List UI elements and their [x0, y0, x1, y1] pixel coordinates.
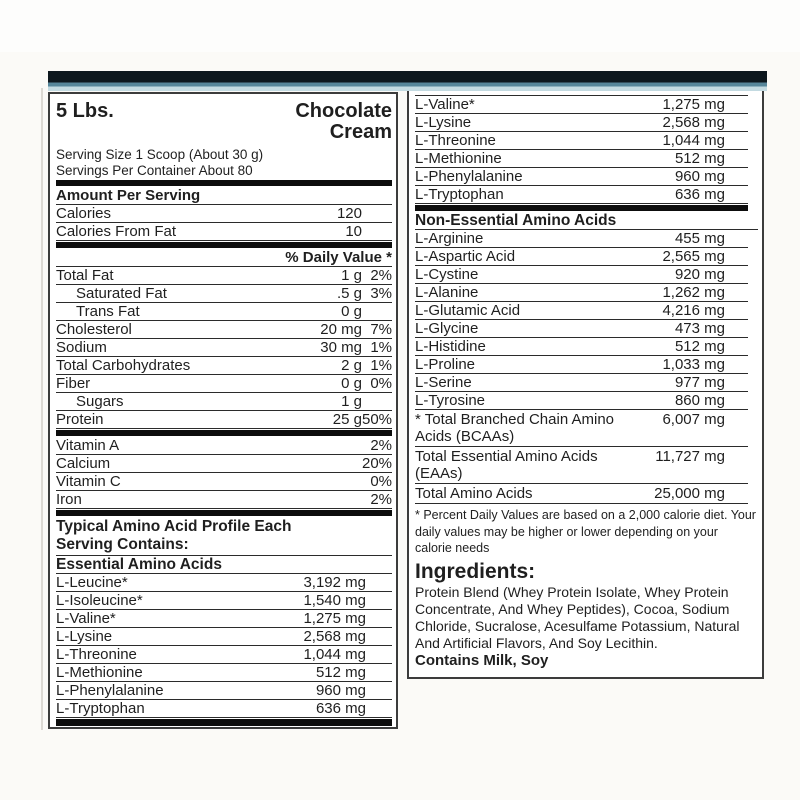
amino-acid-row — [56, 574, 392, 592]
non-essential-amino-acids-heading: Non-Essential Amino Acids — [415, 212, 758, 230]
amino-total-amount: 6,007 mg — [662, 411, 725, 428]
nutrient-daily-value: 7% — [370, 321, 392, 338]
amino-acid-name: L-Aspartic Acid — [415, 249, 516, 264]
nutrient-amount: 25 g — [332, 411, 362, 428]
nutrient-amount: 0 g — [341, 375, 362, 392]
essential-amino-acids-heading: Essential Amino Acids — [56, 556, 392, 574]
vitamin-daily-value: 2% — [370, 491, 392, 508]
daily-value-footnote: * Percent Daily Values are based on a 2,000 calorie diet. Your daily values may be higher or lower depending on your calorie needs — [415, 508, 756, 555]
amino-acid-name: L-Methionine — [56, 665, 143, 680]
vitamin-rows — [56, 437, 392, 509]
amino-total-amount: 11,727 mg — [655, 448, 725, 465]
vitamin-daily-value: 2% — [370, 437, 392, 454]
nutrient-row — [56, 321, 392, 339]
amino-acid-row — [56, 628, 392, 646]
nutrient-rows — [56, 267, 392, 429]
nutrient-name: Cholesterol — [56, 322, 132, 337]
amino-acid-name: L-Methionine — [415, 151, 502, 166]
nutrient-amount: 20 mg — [320, 321, 362, 338]
nutrient-daily-value: 0% — [370, 375, 392, 392]
amino-acid-row — [56, 700, 392, 718]
calorie-label: Calories From Fat — [56, 224, 177, 239]
nutrient-amount: 1 g — [341, 267, 362, 284]
amino-acid-amount: 473 mg — [674, 320, 725, 337]
calorie-value: 10 — [345, 223, 362, 240]
amino-acid-row — [56, 646, 392, 664]
amino-ingredients-panel — [407, 86, 764, 679]
amino-acid-name: L-Serine — [415, 375, 472, 390]
nutrient-row — [56, 357, 392, 375]
amino-acid-name: L-Valine* — [56, 611, 116, 626]
amino-total-rows — [415, 410, 748, 504]
amino-acid-amount: 1,262 mg — [662, 284, 725, 301]
amino-acid-amount: 1,540 mg — [303, 592, 366, 609]
amino-acid-amount: 2,568 mg — [662, 114, 725, 131]
amino-acid-row — [415, 356, 748, 374]
nutrient-row — [56, 339, 392, 357]
amino-acid-name: L-Valine* — [415, 97, 475, 112]
amino-total-row — [415, 484, 748, 504]
amino-acid-name: L-Alanine — [415, 285, 479, 300]
amino-total-label: Total Essential Amino Acids (EAAs) — [415, 448, 598, 482]
amino-acid-amount: 960 mg — [315, 682, 366, 699]
amino-acid-amount: 4,216 mg — [662, 302, 725, 319]
amino-acid-amount: 1,033 mg — [662, 356, 725, 373]
nutrient-name: Trans Fat — [76, 304, 140, 319]
amino-acid-row — [415, 114, 748, 132]
amino-total-label: Total Amino Acids — [415, 485, 533, 502]
nutrient-amount: 0 g — [341, 303, 362, 320]
page-top-strip — [0, 0, 800, 52]
serving-size-text: Serving Size 1 Scoop (About 30 g) — [56, 147, 264, 162]
amino-acid-row — [415, 374, 748, 392]
amino-acid-amount: 960 mg — [674, 168, 725, 185]
label-top-bar — [48, 71, 767, 91]
product-size: 5 Lbs. — [56, 100, 114, 122]
amino-acid-row — [415, 150, 748, 168]
amino-acid-name: L-Phenylalanine — [415, 169, 523, 184]
calorie-row — [56, 205, 392, 223]
vitamin-name: Vitamin C — [56, 474, 121, 489]
nutrient-row — [56, 267, 392, 285]
ingredients-text: Protein Blend (Whey Protein Isolate, Whey Protein Concentrate, And Whey Peptides), Cocoa, Sodium Chloride, Sucralose, Acesulfame Potassium, Natural And Artificial Flavors, And Soy Lecithin. — [415, 583, 740, 652]
amino-acid-row — [56, 664, 392, 682]
amino-acid-row — [56, 682, 392, 700]
amino-acid-name: L-Tyrosine — [415, 393, 486, 408]
nutrient-daily-value: 2% — [370, 267, 392, 284]
vitamin-row — [56, 491, 392, 509]
amino-acid-row — [415, 230, 748, 248]
amino-acid-row — [415, 186, 748, 204]
nutrient-daily-value: 1% — [370, 339, 392, 356]
calorie-label: Calories — [56, 206, 112, 221]
amino-acid-name: L-Glutamic Acid — [415, 303, 521, 318]
daily-value-heading: % Daily Value * — [56, 249, 392, 267]
vitamin-name: Iron — [56, 492, 82, 507]
calorie-value: 120 — [336, 205, 362, 222]
amino-acid-name: L-Lysine — [415, 115, 472, 130]
amino-acid-amount: 512 mg — [315, 664, 366, 681]
amino-acid-amount: 3,192 mg — [303, 574, 366, 591]
vitamin-name: Vitamin A — [56, 438, 120, 453]
amino-acid-name: L-Histidine — [415, 339, 486, 354]
vitamin-row — [56, 437, 392, 455]
vitamin-row — [56, 455, 392, 473]
amino-acid-row — [415, 338, 748, 356]
amino-acid-amount: 977 mg — [674, 374, 725, 391]
scan-edge-shadow — [41, 88, 43, 730]
amino-acid-name: L-Glycine — [415, 321, 479, 336]
servings-per-container-text: Servings Per Container About 80 — [56, 163, 253, 178]
vitamin-daily-value: 20% — [362, 455, 393, 472]
nutrient-daily-value: 3% — [370, 285, 392, 302]
amino-acid-amount: 1,275 mg — [662, 96, 725, 113]
amino-acid-amount: 1,044 mg — [303, 646, 366, 663]
amino-acid-row — [415, 392, 748, 410]
amino-acid-amount: 455 mg — [674, 230, 725, 247]
nutrient-amount: .5 g — [336, 285, 362, 302]
nutrient-row — [56, 285, 392, 303]
amino-acid-amount: 920 mg — [674, 266, 725, 283]
nutrient-name: Protein — [56, 412, 104, 427]
amino-acid-amount: 2,568 mg — [303, 628, 366, 645]
essential-amino-rows-continued — [415, 95, 748, 204]
nutrient-row — [56, 303, 392, 321]
divider-bar — [56, 180, 392, 186]
panel-bottom-bar — [56, 719, 392, 726]
amino-acid-name: L-Tryptophan — [415, 187, 504, 202]
amino-acid-name: L-Phenylalanine — [56, 683, 164, 698]
amino-acid-amount: 860 mg — [674, 392, 725, 409]
vitamin-row — [56, 473, 392, 491]
amino-acid-amount: 2,565 mg — [662, 248, 725, 265]
amino-acid-name: L-Isoleucine* — [56, 593, 143, 608]
divider-bar — [415, 205, 748, 211]
nutrient-name: Sodium — [56, 340, 107, 355]
amino-acid-amount: 636 mg — [674, 186, 725, 203]
amino-total-amount: 25,000 mg — [654, 485, 725, 502]
amino-total-row — [415, 447, 748, 484]
amino-acid-name: L-Tryptophan — [56, 701, 145, 716]
allergen-statement: Contains Milk, Soy — [415, 652, 549, 670]
divider-bar — [56, 430, 392, 436]
amino-acid-row — [415, 132, 748, 150]
amount-per-serving-heading: Amount Per Serving — [56, 187, 392, 205]
amino-acid-amount: 512 mg — [674, 338, 725, 355]
amino-profile-title — [56, 517, 392, 556]
divider-bar — [56, 510, 392, 516]
amino-acid-row — [415, 168, 748, 186]
nutrient-name: Sugars — [76, 394, 124, 409]
amino-acid-row — [415, 284, 748, 302]
nutrient-daily-value: 50% — [362, 411, 393, 428]
amino-acid-name: L-Leucine* — [56, 575, 128, 590]
amino-acid-name: L-Proline — [415, 357, 476, 372]
vitamin-daily-value: 0% — [370, 473, 392, 490]
amino-acid-amount: 636 mg — [315, 700, 366, 717]
divider-bar — [56, 242, 392, 248]
amino-acid-row — [415, 248, 748, 266]
nutrition-facts-panel — [48, 92, 398, 729]
nutrient-row — [56, 411, 392, 429]
essential-amino-rows — [56, 574, 392, 718]
nutrient-row — [56, 375, 392, 393]
amino-acid-name: L-Arginine — [415, 231, 484, 246]
nutrient-row — [56, 393, 392, 411]
amino-total-row — [415, 410, 748, 447]
nutrient-daily-value: 1% — [370, 357, 392, 374]
amino-acid-row — [415, 302, 748, 320]
nutrient-amount: 2 g — [341, 357, 362, 374]
amino-acid-name: L-Lysine — [56, 629, 113, 644]
nutrient-name: Fiber — [56, 376, 91, 391]
amino-total-label: * Total Branched Chain Amino Acids (BCAAs) — [415, 411, 615, 445]
nutrient-name: Total Fat — [56, 268, 114, 283]
nutrient-amount: 1 g — [341, 393, 362, 410]
ingredients-heading: Ingredients: — [415, 559, 536, 583]
amino-acid-amount: 1,275 mg — [303, 610, 366, 627]
vitamin-name: Calcium — [56, 456, 111, 471]
calorie-row — [56, 223, 392, 241]
nutrient-amount: 30 mg — [320, 339, 362, 356]
nutrient-name: Total Carbohydrates — [56, 358, 191, 373]
amino-acid-row — [415, 266, 748, 284]
amino-acid-name: L-Threonine — [56, 647, 137, 662]
amino-acid-row — [415, 320, 748, 338]
non-essential-amino-rows — [415, 230, 748, 410]
product-flavor: Chocolate Cream — [295, 100, 392, 143]
amino-acid-amount: 512 mg — [674, 150, 725, 167]
calorie-rows — [56, 205, 392, 241]
amino-acid-row — [56, 610, 392, 628]
nutrient-name: Saturated Fat — [76, 286, 167, 301]
product-header — [56, 101, 392, 143]
amino-acid-name: L-Threonine — [415, 133, 496, 148]
amino-profile-title-line2: Serving Contains: — [56, 536, 189, 553]
amino-acid-row — [56, 592, 392, 610]
amino-acid-name: L-Cystine — [415, 267, 479, 282]
amino-acid-amount: 1,044 mg — [662, 132, 725, 149]
amino-profile-title-line1: Typical Amino Acid Profile Each — [56, 518, 292, 535]
amino-acid-row — [415, 96, 748, 114]
